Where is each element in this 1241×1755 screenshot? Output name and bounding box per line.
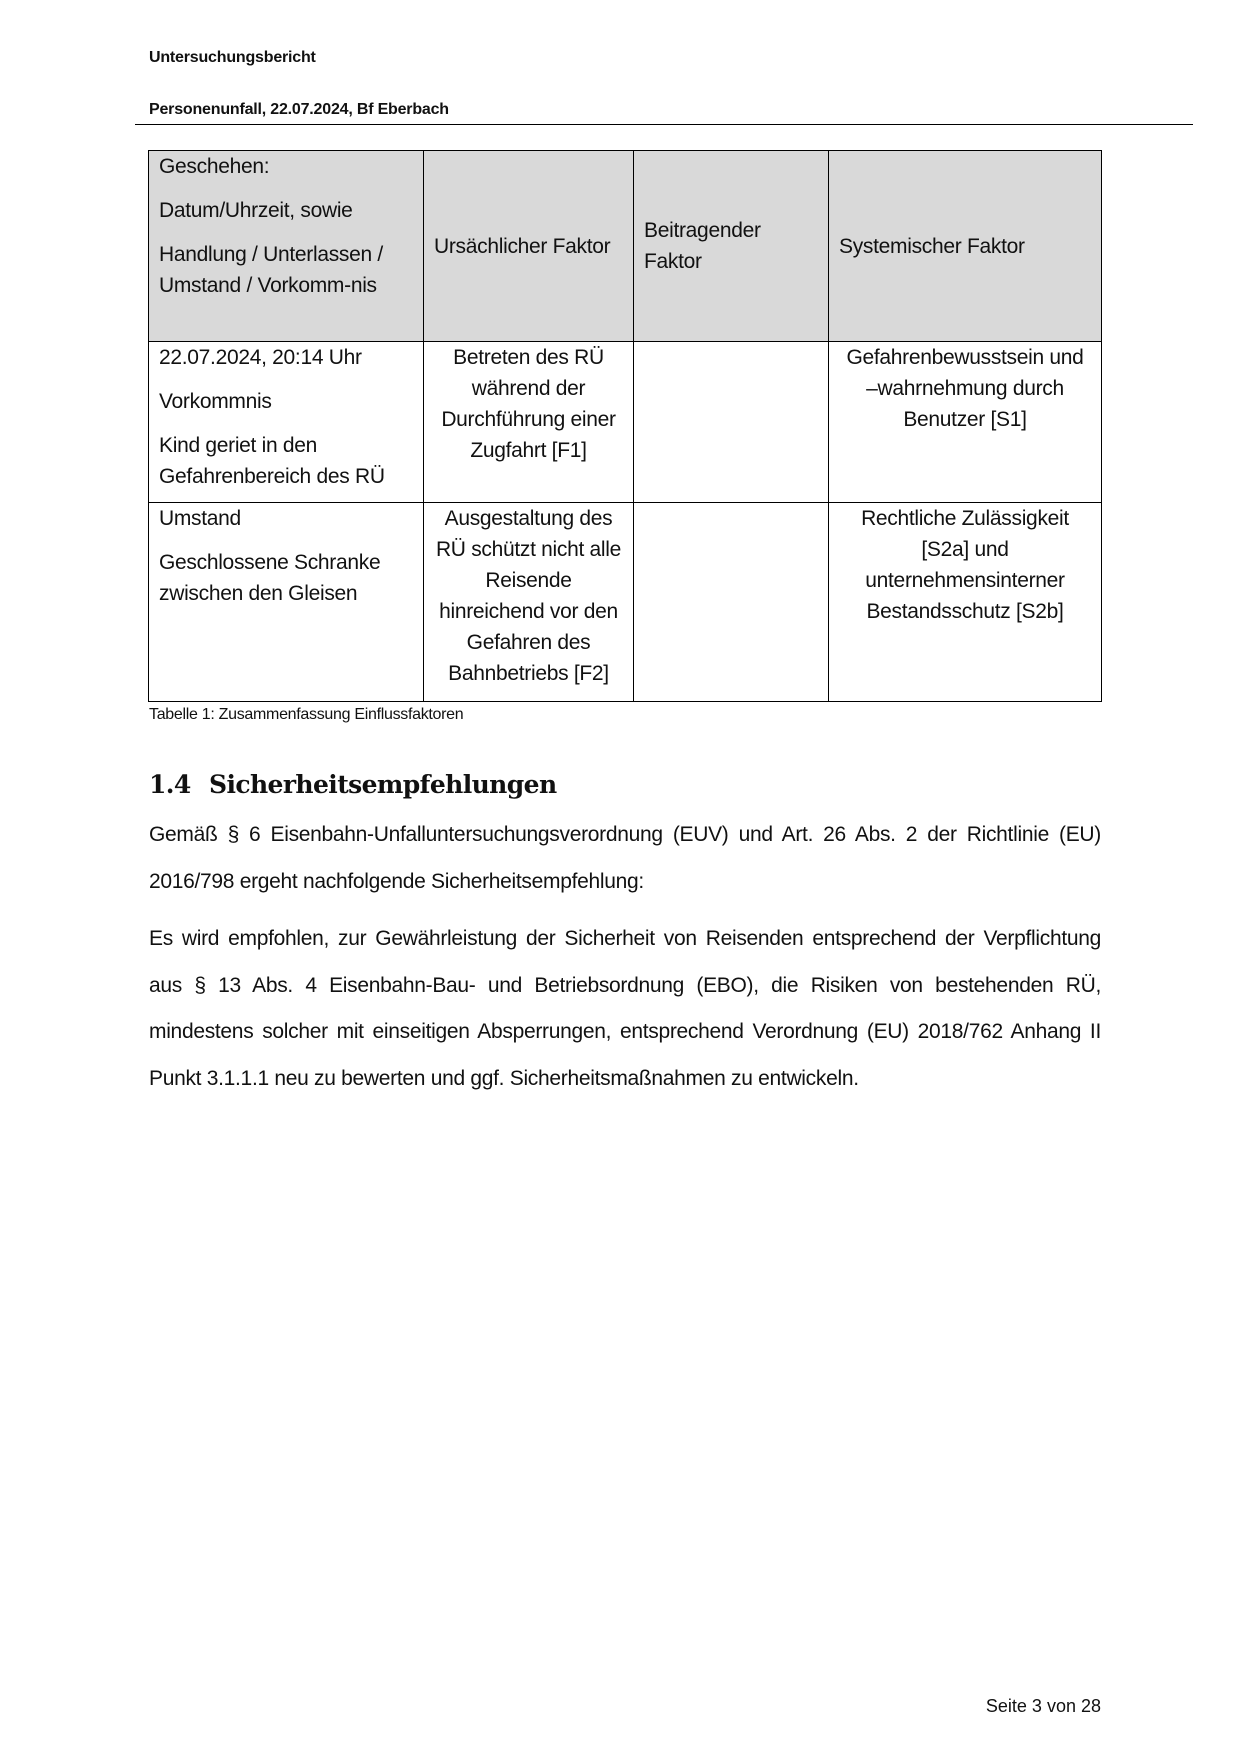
header-event-line: Handlung / Unterlassen / Umstand / Vorkomm-nis: [159, 243, 383, 297]
event-description: Kind geriet in den Gefahrenbereich des RÜ: [159, 434, 385, 488]
causal-factor-cell: Betreten des RÜ während der Durchführung einer Zugfahrt [F1]: [424, 342, 634, 503]
header-event-line: Datum/Uhrzeit, sowie: [159, 199, 353, 222]
table-row: [149, 342, 1102, 503]
body-paragraph: Gemäß § 6 Eisenbahn-Unfalluntersuchungsverordnung (EUV) und Art. 26 Abs. 2 der Richtlinie (EU) 2016/798 ergeht nachfolgende Sicherheitsempfehlung:: [149, 823, 1101, 893]
header-cell-systemic: Systemischer Faktor: [829, 151, 1102, 342]
contributing-factor-cell: [634, 503, 829, 702]
incident-header: Personenunfall, 22.07.2024, Bf Eberbach: [149, 101, 449, 118]
body-paragraph: Es wird empfohlen, zur Gewährleistung der Sicherheit von Reisenden entsprechend der Verpflichtung aus § 13 Abs. 4 Eisenbahn-Bau- und Betriebsordnung (EBO), die Risiken von bestehenden RÜ, mindestens solcher mit einseitigen Absperrungen, entsprechend Verordnung (EU) 2018/762 Anhang II Punkt 3.1.1.1 neu zu bewerten und ggf. Sicherheitsmaßnahmen zu entwickeln.: [149, 927, 1101, 1090]
section-number: 1.4: [149, 770, 191, 799]
table-row: [149, 503, 1102, 702]
header-divider: [135, 124, 1193, 125]
section-heading: [149, 770, 557, 799]
systemic-factor-cell: Gefahrenbewusstsein und –wahrnehmung durch Benutzer [S1]: [829, 342, 1102, 503]
systemic-factor-cell: Rechtliche Zulässigkeit [S2a] und unternehmensinterner Bestandsschutz [S2b]: [829, 503, 1102, 702]
report-type-header: Untersuchungsbericht: [149, 49, 316, 66]
table-caption: Tabelle 1: Zusammenfassung Einflussfaktoren: [149, 706, 464, 723]
contributing-factor-cell: [634, 342, 829, 503]
event-datetime: 22.07.2024, 20:14 Uhr: [159, 346, 362, 369]
table-header-row: [149, 151, 1102, 342]
header-cell-causal: Ursächlicher Faktor: [424, 151, 634, 342]
header-cell-event: [149, 151, 424, 342]
event-cell: [149, 503, 424, 702]
header-cell-contributing: Beitragender Faktor: [634, 151, 829, 342]
header-event-line: Geschehen:: [159, 155, 270, 178]
event-cell: [149, 342, 424, 503]
page-number: Seite 3 von 28: [985, 1696, 1101, 1716]
factors-table: [148, 150, 1102, 702]
section-title: Sicherheitsempfehlungen: [209, 770, 557, 799]
event-type: Umstand: [159, 507, 241, 530]
event-description: Geschlossene Schranke zwischen den Gleisen: [159, 551, 381, 605]
event-type: Vorkommnis: [159, 390, 272, 413]
causal-factor-cell: Ausgestaltung des RÜ schützt nicht alle Reisende hinreichend vor den Gefahren des Bahnbetriebs [F2]: [424, 503, 634, 702]
